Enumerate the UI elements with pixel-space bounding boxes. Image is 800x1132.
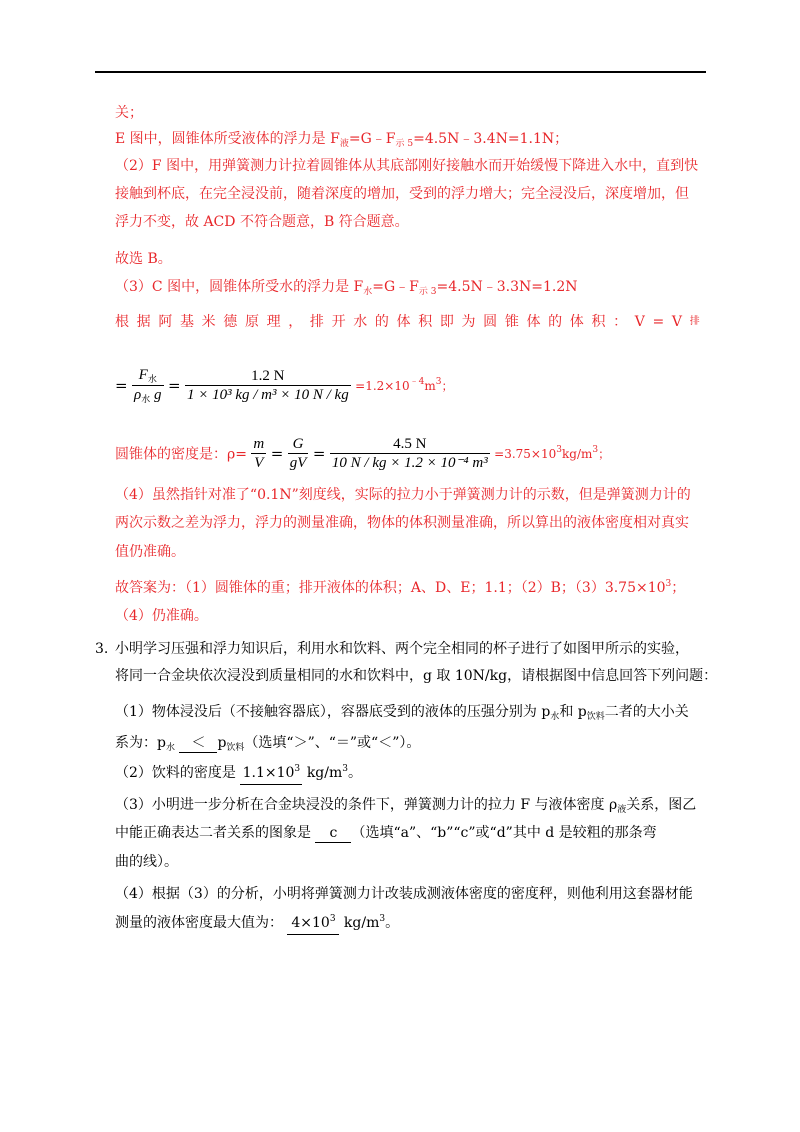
formula-density: 圆锥体的密度是：ρ= $\frac{m}{V}$ = $\frac{G}{gV}$ = $\frac{4.5 N}{\text{10 N / kg × 1.2 × 10⁻⁴ m³}}$ $=3.75\times 10^3kg/m^3$； (115, 436, 611, 471)
question-3-part-3: （3）小明进一步分析在合金块浸没的条件下，弹簧测力计的拉力 F 与液体密度 $\rho_液$关系，图乙 (115, 797, 697, 815)
question-3-part-3-answer: 中能正确表达二者关系的图象是 c （选填“a”、“b”“c”或“d”其中 d 是较粗的那条弯 (115, 825, 657, 841)
solution-line-7: （3）C 图中，圆锥体所受水的浮力是 $F_水=G﹣F_{示 3}=4.5N﹣3.3N=1.2N$ (115, 279, 578, 297)
solution-line-4: 接触到杯底，在完全浸没前，随着深度的增加，受到的浮力增大；完全浸没后，深度增加，但 (115, 186, 689, 202)
formula-volume: = $\frac{F_水}{\rho_水 g}$ = $\frac{1.2 N}{\text{1 × 10³ kg / m³ × 10 N / kg}}$ $=1.2\times 10^{﹣4}m^3$； (115, 367, 454, 404)
solution-line-3: （2）F 图中，用弹簧测力计拉着圆锥体从其底部刚好接触水而开始缓慢下降进入水中，直到快 (115, 158, 699, 174)
question-3-part-1: （1）物体浸没后（不接触容器底），容器底受到的液体的压强分别为 $p_水$和 $p_{饮料}$二者的大小关 (115, 704, 689, 722)
solution-line-9: （4）虽然指针对准了“0.1N”刻度线，实际的拉力小于弹簧测力计的示数，但是弹簧测力计的 (115, 487, 691, 503)
fraction-f-over-rho-g: $\frac{F_水}{\rho_水 g}$ (134, 367, 162, 404)
answer-summary-end: （4）仍准确。 (115, 608, 208, 624)
fraction-density-values: $\frac{4.5 N}{\text{10 N / kg × 1.2 × 10⁻⁴ m³}}$ (331, 436, 488, 471)
question-3-line-2: 将同一合金块依次浸没到质量相同的水和饮料中，g 取 10N/kg，请根据图中信息回答下列问题： (115, 668, 718, 684)
solution-line-5: 浮力不变，故 ACD 不符合题意，B 符合题意。 (115, 214, 409, 230)
header-rule (95, 71, 706, 73)
solution-line-1: 关； (115, 105, 143, 121)
fraction-g-over-gv: $\frac{G}{gV}$ (289, 436, 307, 471)
question-3-part-4-answer: 测量的液体密度最大值为： $4\times 10^3$ $kg/m^3$。 (115, 914, 399, 935)
solution-line-10: 两次示数之差为浮力，浮力的测量准确，物体的体积测量准确，所以算出的液体密度相对真实 (115, 515, 689, 531)
question-3-part-3-end: 曲的线）。 (115, 854, 178, 870)
question-3-part-4: （4）根据（3）的分析，小明将弹簧测力计改装成测液体密度的密度秤，则他利用这套器材能 (115, 886, 693, 902)
fraction-m-over-v: $\frac{m}{V}$ (253, 436, 265, 471)
answer-blank-4: $4\times 10^3$ (287, 914, 339, 935)
answer-blank-2: $1.1\times 10^3$ (240, 764, 302, 785)
answer-blank-1: ＜ (179, 734, 217, 753)
answer-blank-3: c (315, 824, 351, 843)
solution-line-8: 根 据 阿 基 米 德 原 理 ， 排 开 水 的 体 积 即 为 圆 锥 体 的 体 积 ： V = V 排 (115, 314, 700, 330)
question-3-part-2: （2）饮料的密度是 $1.1\times 10^3$ $kg/m^3$。 (115, 764, 362, 785)
solution-line-11: 值仍准确。 (115, 544, 185, 560)
answer-summary: 故答案为：（1）圆锥体的重；排开液体的体积；A、D、E；1.1；（2）B；$(3)3.75\times 10^3$； (115, 579, 686, 596)
solution-line-2: E 图中，圆锥体所受液体的浮力是 $F_液=G﹣F_{示 5}=4.5N﹣3.4N=1.1N$； (115, 131, 569, 149)
fraction-volume-values: $\frac{1.2 N}{\text{1 × 10³ kg / m³ × 10 N / kg}}$ (186, 368, 349, 403)
solution-line-6: 故选 B。 (115, 251, 172, 267)
question-3-number: 3. (95, 641, 109, 657)
question-3-line-1: 小明学习压强和浮力知识后，利用水和饮料、两个完全相同的杯子进行了如图甲所示的实验， (115, 641, 689, 657)
question-3-part-1-answer: 系为：$p_水 < p_{饮料}$（选填“＞”、“＝”或“＜”）。 (115, 735, 421, 753)
